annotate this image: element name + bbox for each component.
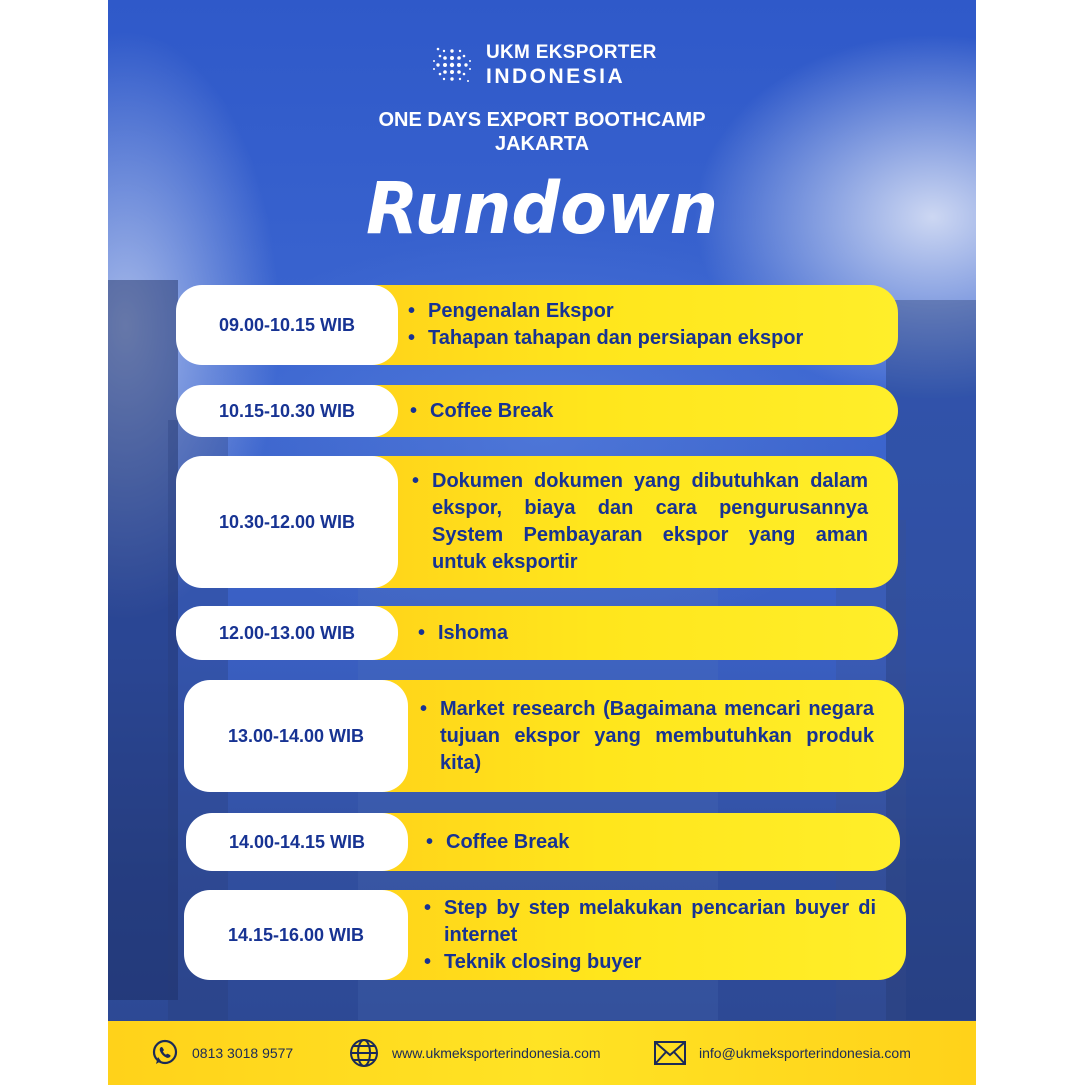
agenda-content [424,890,876,980]
time-pill: 13.00-14.00 WIB [184,680,408,792]
whatsapp-icon [150,1038,180,1068]
agenda-item: • Tahapan tahapan dan persiapan ekspor [408,327,804,349]
agenda-item: • Step by step melakukan pencarian buyer di internet [424,896,876,946]
brand-logo [428,40,657,90]
brand-name-line1: UKM EKSPORTER [486,42,657,63]
time-pill: 10.15-10.30 WIB [176,385,398,437]
time-pill: 14.15-16.00 WIB [184,890,408,980]
agenda-item: • Ishoma [418,621,509,644]
brand-name-line2: INDONESIA [486,65,626,88]
schedule-row [176,456,898,588]
agenda-item: • Teknik closing buyer [424,950,642,973]
agenda-content [420,680,874,792]
schedule-row [176,285,898,365]
globe-icon [348,1037,380,1069]
website-url: www.ukmeksporterindonesia.com [392,1045,601,1061]
mail-icon [653,1040,687,1066]
event-location: JAKARTA [494,133,590,155]
agenda-item: • Coffee Break [410,399,554,422]
agenda-content [426,813,870,871]
globe-logo-icon [428,41,476,89]
time-pill: 09.00-10.15 WIB [176,285,398,365]
time-pill: 12.00-13.00 WIB [176,606,398,660]
schedule-row [176,385,898,437]
agenda-content [418,606,868,660]
schedule-row [184,680,904,792]
time-pill: 10.30-12.00 WIB [176,456,398,588]
website-contact[interactable] [348,1021,601,1085]
schedule-row [184,890,906,980]
agenda-item: • Dokumen dokumen yang dibutuhkan dalam ekspor, biaya dan cara pengurusannya System Pembayaran ekspor yang aman untuk eksportir [412,470,868,573]
agenda-content [410,385,868,437]
phone-contact[interactable] [150,1021,293,1085]
rundown-heading: Rundown [365,168,719,251]
agenda-content [408,285,868,365]
schedule-row [176,606,898,660]
agenda-item: • Pengenalan Ekspor [408,300,614,322]
contact-footer [108,1021,976,1085]
agenda-item: • Market research (Bagaimana mencari negara tujuan ekspor yang membutuhkan produk kita) [420,697,874,774]
phone-number: 0813 3018 9577 [192,1045,294,1061]
agenda-content [412,456,868,588]
event-title: ONE DAYS EXPORT BOOTHCAMP [378,109,706,131]
email-address: info@ukmeksporterindonesia.com [699,1045,911,1061]
rundown-poster [108,0,976,1085]
schedule-row [186,813,900,871]
agenda-item: • Coffee Break [426,830,570,853]
time-pill: 14.00-14.15 WIB [186,813,408,871]
email-contact[interactable] [653,1021,911,1085]
